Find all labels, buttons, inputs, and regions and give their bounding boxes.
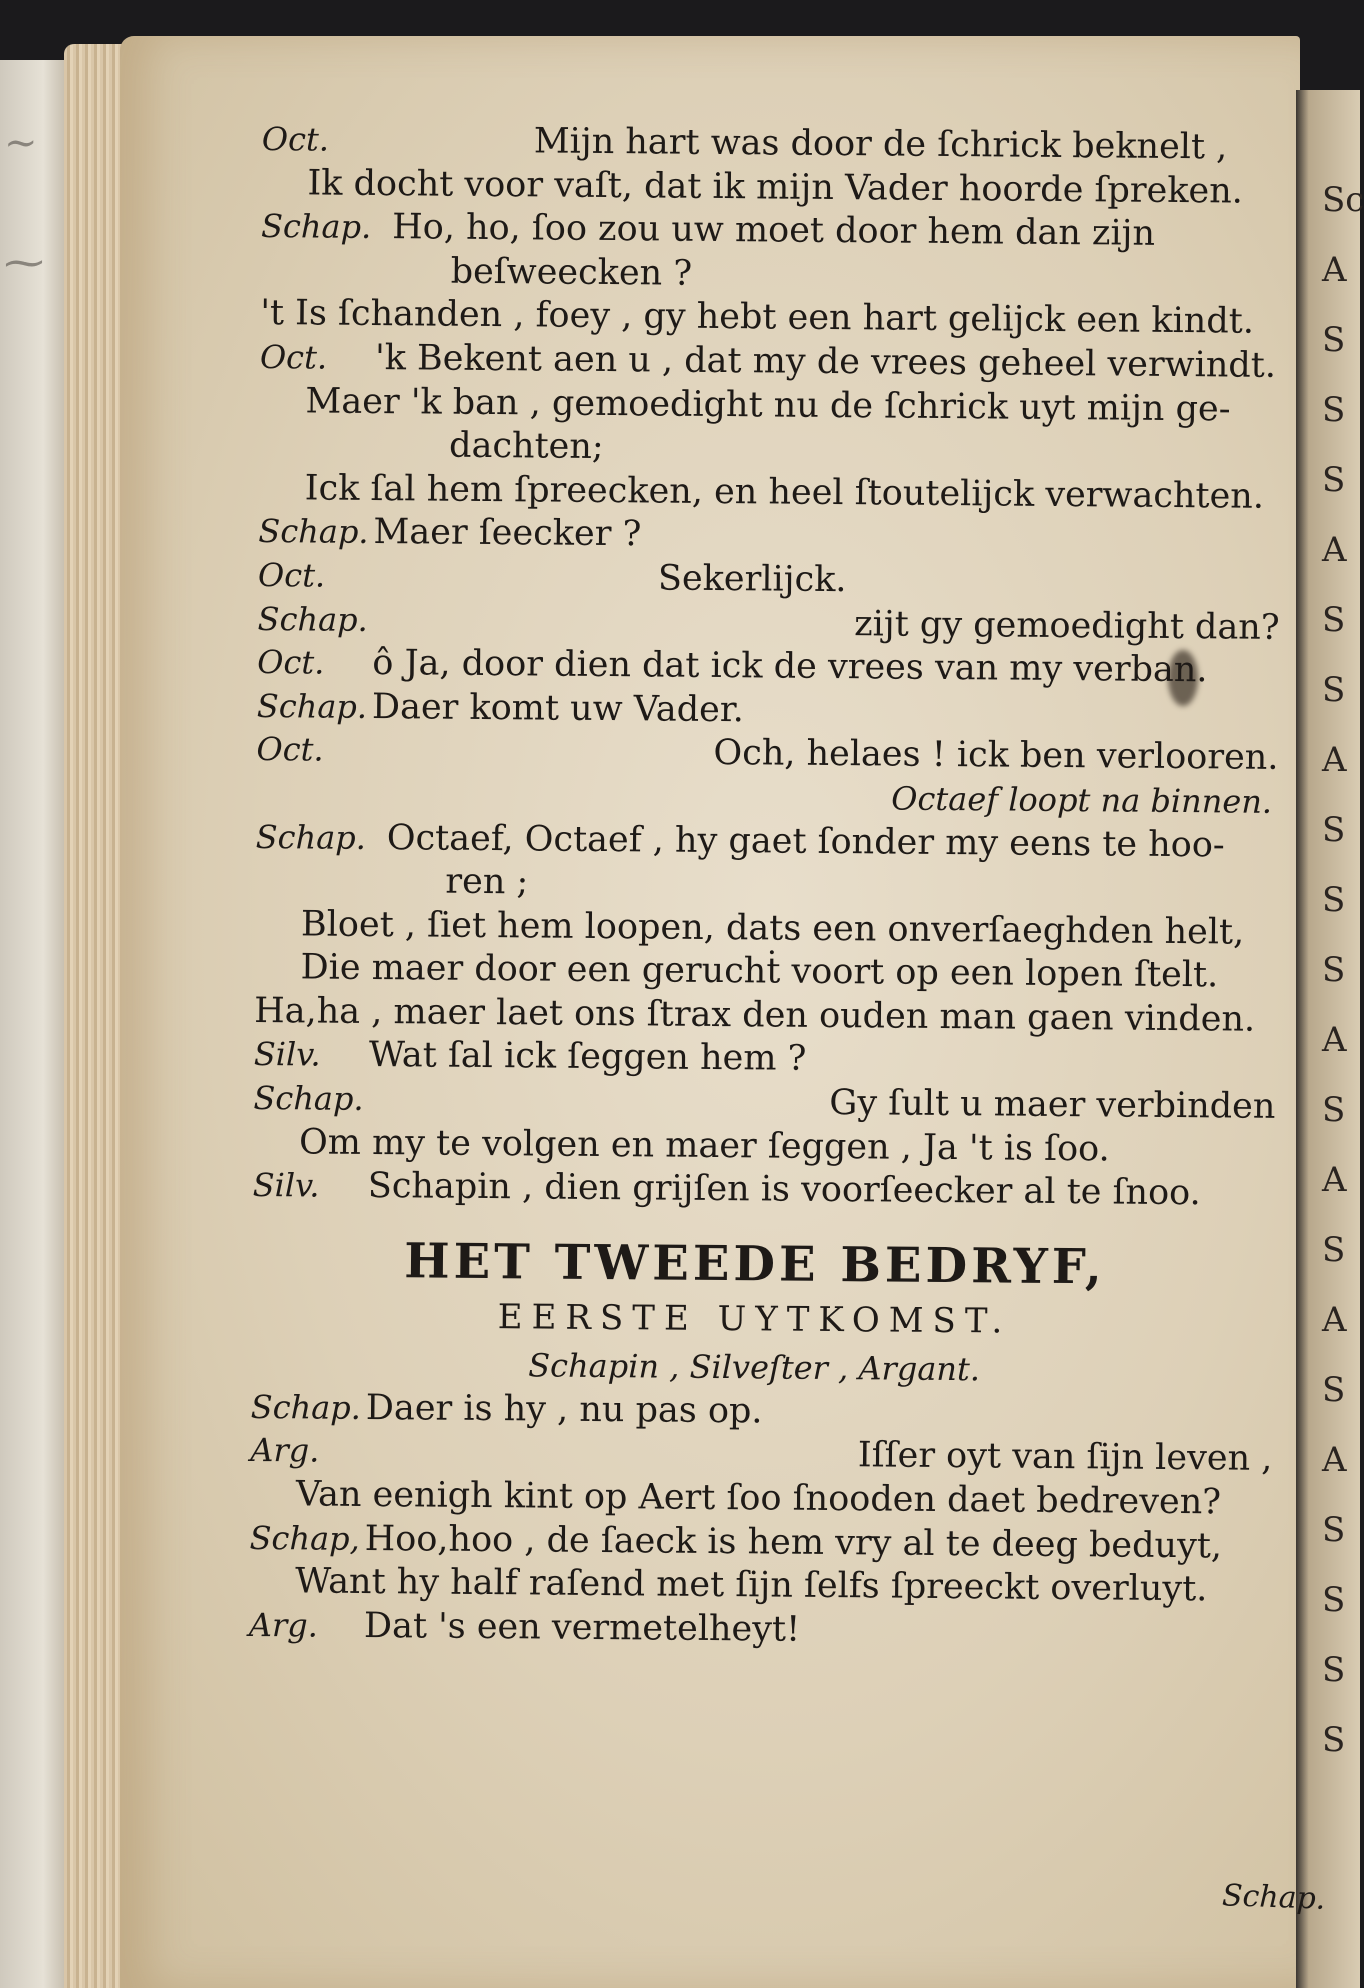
verse-text: Maer ſeecker ? xyxy=(373,512,642,555)
catchword: Schap. xyxy=(1221,1878,1326,1917)
verse-text: Ick ſal hem ſpreecken, en heel ſtoutelijck verwachten. xyxy=(304,468,1265,517)
speaker-label: Oct. xyxy=(259,337,328,377)
verse-text: ren ; xyxy=(445,861,529,903)
verse-text: Daer komt uw Vader. xyxy=(371,686,745,730)
verse-text: Och, helaes ! ick ben verlooren. xyxy=(713,733,1279,779)
next-page-fragment: S xyxy=(1322,670,1346,710)
speaker-label: Schap. xyxy=(256,686,368,726)
speaker-label: Schap. xyxy=(255,817,367,857)
speaker-label: Arg. xyxy=(248,1605,319,1645)
verse-text: 'k Bekent aen u , dat my de vrees geheel verwindt. xyxy=(374,337,1277,386)
next-page-fragment: S xyxy=(1322,320,1346,360)
next-page-fragment: A xyxy=(1322,250,1347,290)
verse-text: beſweecken ? xyxy=(450,251,693,294)
next-page-fragment: S xyxy=(1322,1090,1346,1130)
next-page-fragment: S xyxy=(1322,1370,1346,1410)
verse-line xyxy=(252,1164,1288,1217)
facing-page-edge xyxy=(0,60,72,1988)
next-page-fragment: S xyxy=(1322,1510,1346,1550)
play-text xyxy=(249,118,1298,1656)
verse-text: Ha,ha , maer laet ons ſtrax den ouden man gaen vinden. xyxy=(254,990,1256,1040)
next-page-fragment: S xyxy=(1322,390,1346,430)
speaker-label: Schap. xyxy=(250,1387,362,1427)
speaker-label: Arg. xyxy=(250,1431,320,1470)
next-page-fragment: A xyxy=(1322,1440,1347,1480)
verse-line xyxy=(249,1604,1285,1657)
next-page-fragment: A xyxy=(1322,1300,1347,1340)
verse-text: Octaef, Octaef , hy gaet ſonder my eens te hoo- xyxy=(386,817,1225,865)
next-page-fragment: S xyxy=(1322,600,1346,640)
verse-text: zijt gy gemoedight dan? xyxy=(854,603,1280,648)
cast-list: Schapin , Silveſter , Argant. xyxy=(528,1346,981,1389)
speaker-label: Schap. xyxy=(258,512,369,552)
next-page-fragment: A xyxy=(1322,1020,1347,1060)
next-page-fragment: S xyxy=(1322,1230,1346,1270)
verse-text: Om my te volgen en maer ſeggen , Ja 't is ſoo. xyxy=(298,1122,1110,1170)
verse-text: Dat 's een vermetelheyt! xyxy=(363,1605,801,1650)
verse-text: Ik docht voor vaſt, dat ik mijn Vader hoorde ſpreken. xyxy=(307,162,1244,212)
verse-text: Maer 'k ban , gemoedight nu de ſchrick uyt mijn ge- xyxy=(305,380,1231,430)
speaker-label: Oct. xyxy=(256,730,324,769)
pencil-mark: ⁓ xyxy=(4,240,44,286)
speaker-label: Silv. xyxy=(253,1035,321,1075)
next-page-fragment: S xyxy=(1322,880,1346,920)
verse-text: Van eenigh kint op Aert ſoo ſnooden daet bedreven? xyxy=(295,1474,1222,1523)
speaker-label: Schap, xyxy=(249,1518,360,1558)
verse-text: Die maer door een geruchṫ voort op een lopen ſtelt. xyxy=(300,947,1219,996)
next-page-fragment: A xyxy=(1322,1160,1347,1200)
speaker-label: Schap. xyxy=(260,207,372,247)
verse-text: Wat ſal ick ſeggen hem ? xyxy=(368,1035,807,1080)
verse-text: Daer is hy , nu pas op. xyxy=(365,1387,763,1432)
scene-title: EERSTE UYTKOMST. xyxy=(497,1296,1012,1342)
verse-text: dachten; xyxy=(448,425,604,468)
stage-direction: Octaef loopt na binnen. xyxy=(891,779,1273,821)
act-title: HET TWEEDE BEDRYF, xyxy=(404,1233,1106,1296)
verse-text: Iſſer oyt van ſijn leven , xyxy=(857,1435,1273,1480)
next-page-fragment: S xyxy=(1322,950,1346,990)
speaker-label: Oct. xyxy=(261,119,330,159)
next-page-fragment: A xyxy=(1322,740,1347,780)
speaker-label: Silv. xyxy=(252,1166,320,1205)
next-page-fragment: S xyxy=(1322,1720,1346,1760)
verse-text: Want hy half raſend met ſijn ſelfs ſpreeckt overluyt. xyxy=(295,1561,1208,1610)
pencil-mark: ~ xyxy=(4,120,38,166)
verse-text: ô Ja, door dien dat ick de vrees van my verban. xyxy=(372,643,1208,691)
verse-text: 't Is ſchanden , foey , gy hebt een hart gelijck een kindt. xyxy=(260,293,1255,343)
verse-text: Mijn hart was door de ſchrick beknelt , xyxy=(533,121,1228,168)
next-page-fragment: S xyxy=(1322,1580,1346,1620)
next-page-fragment: S xyxy=(1322,810,1346,850)
verse-text: Bloet , ſiet hem loopen, dats een onverſaeghden helt, xyxy=(300,904,1245,953)
verse-text: Schapin , dien grijſen is voorſeecker al te ſnoo. xyxy=(367,1166,1201,1214)
next-page-fragment: Sc xyxy=(1322,180,1364,220)
speaker-label: Oct. xyxy=(257,643,325,682)
next-page-fragment: S xyxy=(1322,1650,1346,1690)
next-page-fragment: S xyxy=(1322,460,1346,500)
speaker-label: Oct. xyxy=(257,555,326,595)
verse-text: Sekerlijck. xyxy=(657,558,847,601)
speaker-label: Schap. xyxy=(253,1079,364,1118)
speaker-label: Schap. xyxy=(257,599,368,639)
next-page-fragment: A xyxy=(1322,530,1347,570)
verse-text: Gy ſult u maer verbinden xyxy=(829,1083,1276,1127)
verse-text: Ho, ho, ſoo zou uw moet door hem dan zijn xyxy=(392,207,1156,254)
verse-text: Hoo,hoo , de ſaeck is hem vry al te deeg beduyt, xyxy=(364,1518,1223,1567)
